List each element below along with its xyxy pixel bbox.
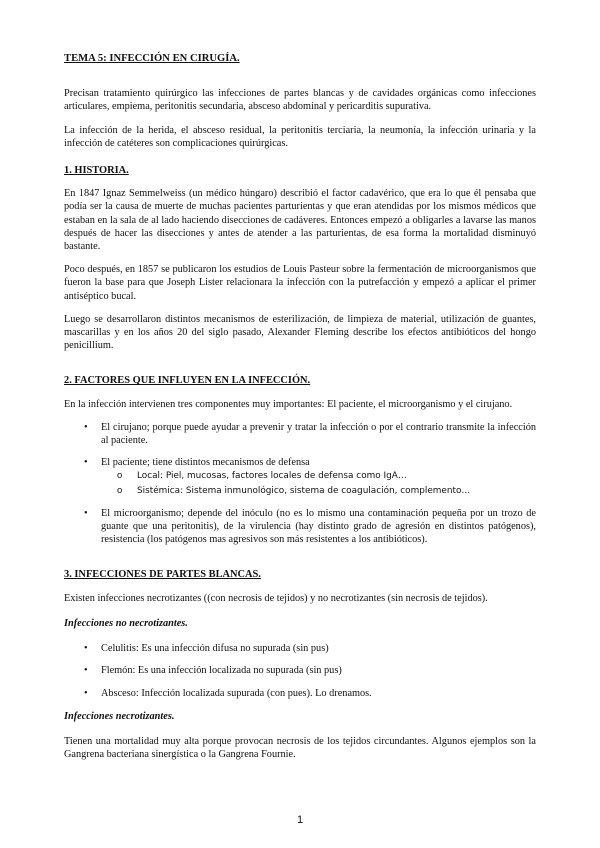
factor-surgeon: El cirujano; porque puede ayudar a prevenir y tratar la infección o por el contrario transmite la infección al paciente. bbox=[101, 421, 536, 447]
defense-systemic: Sistémica: Sistema inmunológico, sistema de coagulación, complemento… bbox=[137, 485, 471, 496]
non-necrotizing-list bbox=[64, 642, 536, 700]
list-item bbox=[64, 642, 536, 655]
defense-local: Local: Piel, mucosas, factores locales de defensa como IgA… bbox=[137, 471, 407, 482]
circle-bullet-icon: o bbox=[117, 470, 123, 482]
soft-tissue-intro: Existen infecciones necrotizantes ((con necrosis de tejidos) y no necrotizantes (sin necrosis de tejidos). bbox=[64, 592, 488, 604]
list-item bbox=[64, 421, 536, 447]
bullet-icon: • bbox=[84, 687, 88, 699]
section-2-heading: 2. FACTORES QUE INFLUYEN EN LA INFECCIÓN. bbox=[64, 375, 311, 387]
necrotizing-paragraph: Tienen una mortalidad muy alta porque provocan necrosis de los tejidos circundantes. Algunos ejemplos son la Gangrena bacteriana sinergística o la Gangrena Fournie. bbox=[64, 735, 536, 761]
list-item bbox=[101, 469, 536, 483]
factor-microorganism: El microorganismo; depende del inóculo (no es lo mismo una contaminación pequeña por un trozo de guante que una peritonitis), de la virulencia (hay distinto grado de agresión en distintos patógenos), resistencia (los patógenos mas agresivos son más resistentes a los antibióticos). bbox=[101, 507, 536, 546]
factor-patient: El paciente; tiene distintos mecanismos de defensa bbox=[101, 457, 310, 469]
bullet-icon: • bbox=[84, 643, 88, 655]
intro-paragraph-1: Precisan tratamiento quirúrgico las infecciones de partes blancas y de cavidades orgánicas como infecciones articulares, empiema, peritonitis secundaria, absceso abdominal y pericarditis supurativa. bbox=[64, 88, 536, 113]
list-item bbox=[64, 664, 536, 677]
list-item bbox=[101, 484, 536, 498]
section-1-heading: 1. HISTORIA. bbox=[64, 165, 129, 177]
document-title: TEMA 5: INFECCIÓN EN CIRUGÍA. bbox=[64, 53, 240, 64]
section-3-heading: 3. INFECCIONES DE PARTES BLANCAS. bbox=[64, 569, 261, 581]
bullet-icon: • bbox=[84, 457, 88, 469]
history-paragraph-3: Luego se desarrollaron distintos mecanismos de esterilización, de limpieza de material, utilización de guantes, mascarillas y en los años 20 del siglo pasado, Alexander Fleming describe los efectos antibióticos del hongo penicillium. bbox=[64, 313, 536, 352]
circle-bullet-icon: o bbox=[117, 484, 123, 496]
page-content bbox=[64, 52, 536, 771]
defense-mechanisms-list bbox=[101, 469, 536, 497]
bullet-icon: • bbox=[84, 665, 88, 677]
factors-intro: En la infección intervienen tres componentes muy importantes: El paciente, el microorganismo y el cirujano. bbox=[64, 398, 513, 410]
list-item bbox=[64, 456, 536, 498]
absceso-item: Absceso: Infección localizada supurada (con pues). Lo drenamos. bbox=[101, 687, 372, 699]
factors-list bbox=[64, 421, 536, 547]
list-item bbox=[64, 687, 536, 700]
history-paragraph-2: Poco después, en 1857 se publicaron los estudios de Louis Pasteur sobre la fermentación de microorganismos que fueron la base para que Joseph Lister relacionara la infección con la putrefacción y empezó a aplicar el primer antiséptico bucal. bbox=[64, 264, 536, 302]
list-item bbox=[64, 507, 536, 547]
history-paragraph-1: En 1847 Ignaz Semmelweiss (un médico húngaro) describió el factor cadavérico, que era lo que él pensaba que podía ser la causa de muerte de muchas pacientes parturientas y que eran atendidas por los mismos médicos que estaban en la sala de al lado haciendo disecciones de cadáveres. Entonces empezó a obligarles a lavarse las manos después de hacer las disecciones y antes de atender a las parturientas, de esa forma la mortalidad disminuyó bastante. bbox=[64, 188, 536, 253]
necrotizing-subheading: Infecciones necrotizantes. bbox=[64, 710, 175, 722]
celulitis-item: Celulitis: Es una infección difusa no supurada (sin pus) bbox=[101, 643, 329, 655]
flemon-item: Flemón: Es una infección localizada no supurada (sin pus) bbox=[101, 665, 342, 677]
bullet-icon: • bbox=[84, 421, 88, 433]
page-number: 1 bbox=[296, 814, 304, 826]
bullet-icon: • bbox=[84, 507, 88, 519]
intro-paragraph-2: La infección de la herida, el absceso residual, la peritonitis terciaria, la neumonía, la infección urinaria y la infección de catéteres son complicaciones quirúrgicas. bbox=[64, 124, 536, 149]
non-necrotizing-subheading: Infecciones no necrotizantes. bbox=[64, 617, 188, 629]
